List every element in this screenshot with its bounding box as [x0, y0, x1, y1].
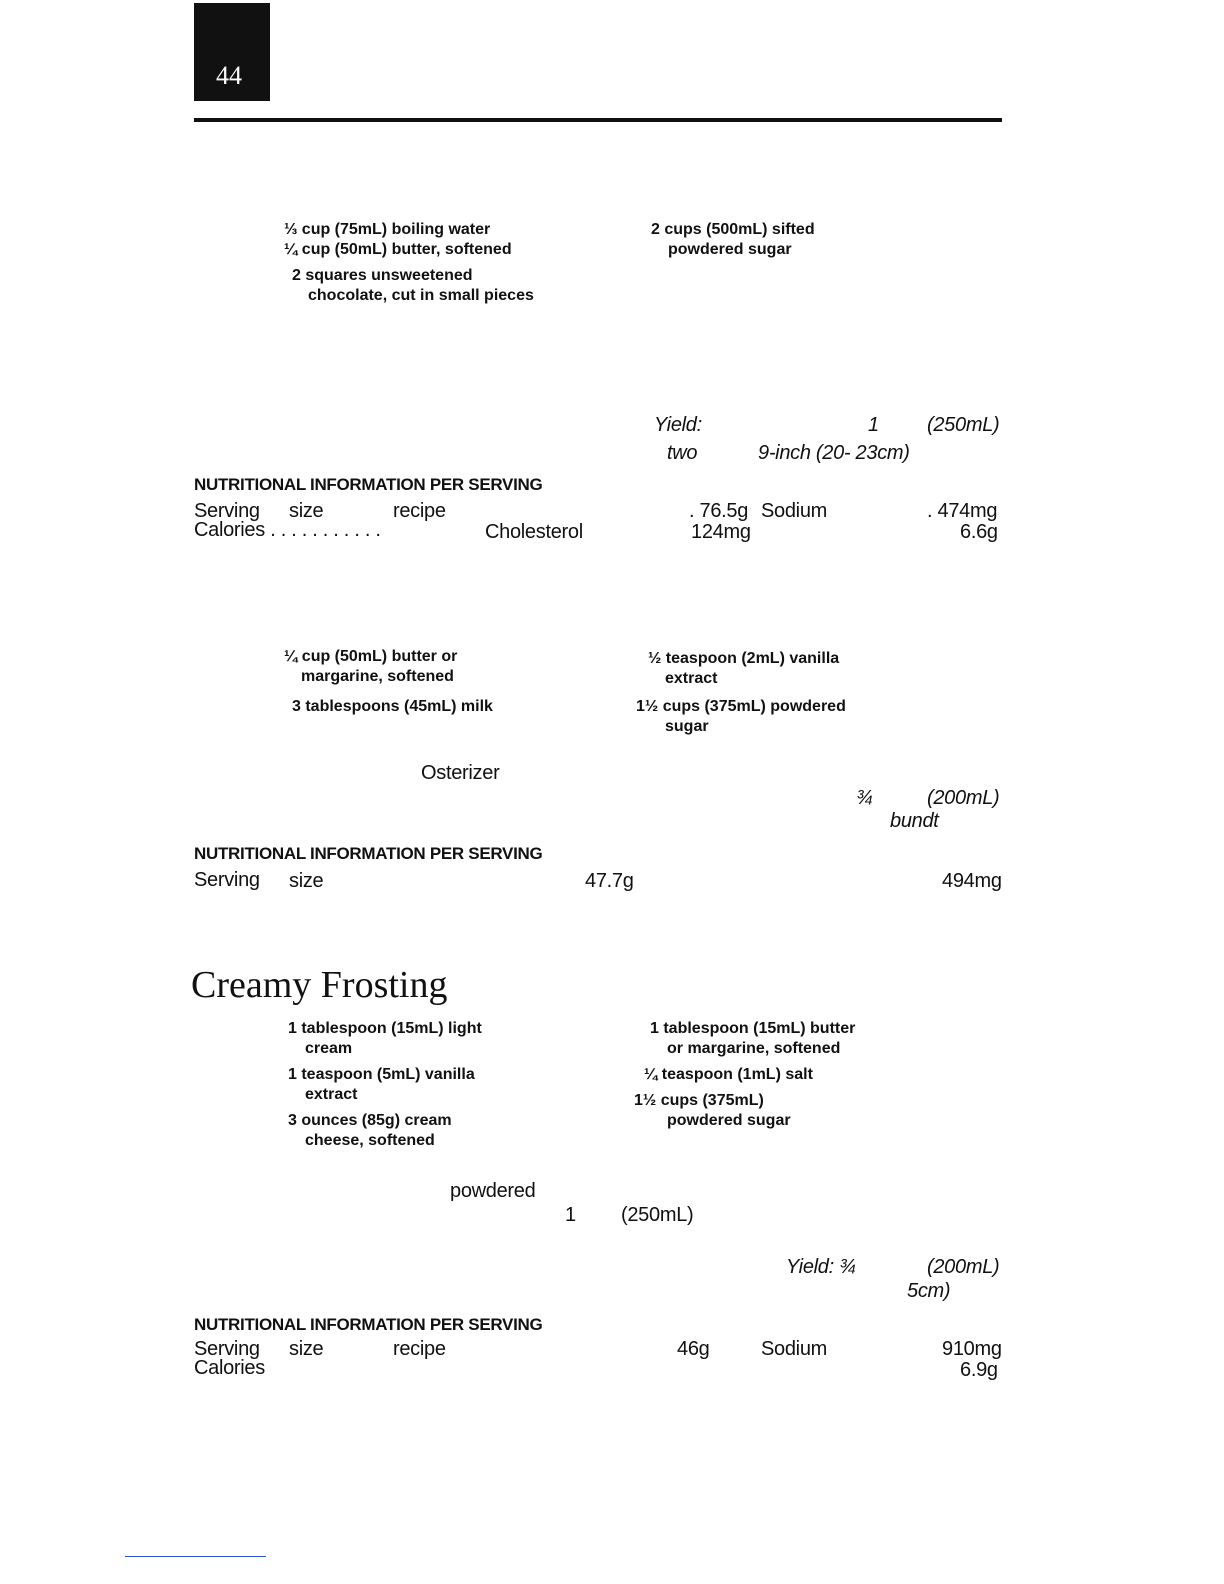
bundt-word: bundt: [890, 810, 939, 832]
recipe-label: recipe: [393, 1338, 446, 1360]
ingredient-line: chocolate, cut in small pieces: [308, 287, 534, 304]
ingredient-line: 2 cups (500mL) sifted: [651, 221, 815, 238]
header-rule: [194, 118, 1002, 122]
nutrition-value: 6.9g: [960, 1359, 998, 1381]
recipe-title: Creamy Frosting: [191, 964, 448, 1006]
size-label: size: [289, 500, 324, 522]
cup-qty: 1: [565, 1204, 576, 1226]
nutrition-heading: NUTRITIONAL INFORMATION PER SERVING: [194, 475, 543, 494]
yield-size: 9-inch (20- 23cm): [758, 442, 910, 464]
yield-ml: (200mL): [927, 1256, 1000, 1278]
serving-label: Serving: [194, 869, 260, 891]
cholesterol-label: Cholesterol: [485, 521, 583, 543]
ingredient-line: ¼ cup (50mL) butter or: [284, 648, 458, 665]
ingredient-line: ¼ cup (50mL) butter, softened: [284, 241, 512, 258]
size-label: size: [289, 1338, 324, 1360]
ingredient-line: 2 squares unsweetened: [292, 267, 473, 284]
size-label: size: [289, 870, 324, 892]
ingredient-line: powdered sugar: [667, 1112, 791, 1129]
ingredient-line: extract: [305, 1086, 358, 1103]
sodium-value: 910mg: [942, 1338, 1002, 1360]
ingredient-line: powdered sugar: [668, 241, 792, 258]
ingredient-line: 1 tablespoon (15mL) light: [288, 1020, 482, 1037]
yield-cm: 5cm): [907, 1280, 951, 1302]
nutrition-heading: NUTRITIONAL INFORMATION PER SERVING: [194, 844, 543, 863]
block3-ingredients-left: [288, 1019, 482, 1151]
fraction: ¾: [856, 787, 873, 809]
nutrition-value: 47.7g: [585, 870, 634, 892]
ingredient-line: 3 ounces (85g) cream: [288, 1112, 452, 1129]
yield-label: Yield: ¾: [786, 1256, 856, 1278]
nutrition-value: 494mg: [942, 870, 1002, 892]
calories-label: Calories: [194, 1357, 265, 1379]
block1-ingredients-left: [284, 220, 534, 306]
footer-link-underline: [125, 1556, 266, 1557]
page-number: 44: [216, 61, 242, 90]
nutrition-heading: NUTRITIONAL INFORMATION PER SERVING: [194, 1315, 543, 1334]
sodium-value: . 474mg: [927, 500, 998, 522]
calories-label: Calories . . . . . . . . . . .: [194, 519, 381, 541]
recipe-label: recipe: [393, 500, 446, 522]
cholesterol-value: 124mg: [691, 521, 751, 543]
serving-label: Serving: [194, 1338, 260, 1360]
osterizer-word: Osterizer: [421, 762, 500, 784]
ingredient-line: sugar: [665, 718, 709, 735]
block2-ingredients-left: [284, 647, 493, 717]
ingredient-line: 1½ cups (375mL): [634, 1092, 764, 1109]
block3-ingredients-right: [634, 1019, 856, 1131]
ingredient-line: ¼ teaspoon (1mL) salt: [644, 1066, 813, 1083]
ml-amount: (250mL): [621, 1204, 694, 1226]
ingredient-line: cream: [305, 1040, 353, 1057]
ingredient-line: 1 tablespoon (15mL) butter: [650, 1020, 856, 1037]
ingredient-line: 3 tablespoons (45mL) milk: [292, 698, 493, 715]
ml-amount: (200mL): [927, 787, 1000, 809]
sodium-label: Sodium: [761, 500, 828, 522]
ingredient-line: or margarine, softened: [667, 1040, 841, 1057]
page-number-box: [194, 3, 270, 101]
ingredient-line: 1 teaspoon (5mL) vanilla: [288, 1066, 475, 1083]
ingredient-line: cheese, softened: [305, 1132, 435, 1149]
yield-qty: 1: [868, 414, 879, 436]
block1-ingredients-right: [651, 220, 815, 260]
nutrition-value: 46g: [677, 1338, 710, 1360]
powdered-word: powdered: [450, 1180, 536, 1202]
ingredient-line: ⅓ cup (75mL) boiling water: [284, 221, 491, 238]
ingredient-line: extract: [665, 670, 718, 687]
serving-label: Serving: [194, 500, 260, 522]
ingredient-line: ½ teaspoon (2mL) vanilla: [648, 650, 840, 667]
ingredient-line: margarine, softened: [301, 668, 454, 685]
block2-ingredients-right: [636, 649, 846, 737]
nutrition-value: 6.6g: [960, 521, 998, 543]
yield-label: Yield:: [654, 414, 702, 436]
nutrition-value: . 76.5g: [689, 500, 749, 522]
yield-ml: (250mL): [927, 414, 1000, 436]
ingredient-line: 1½ cups (375mL) powdered: [636, 698, 846, 715]
yield-two: two: [667, 442, 698, 464]
sodium-label: Sodium: [761, 1338, 828, 1360]
